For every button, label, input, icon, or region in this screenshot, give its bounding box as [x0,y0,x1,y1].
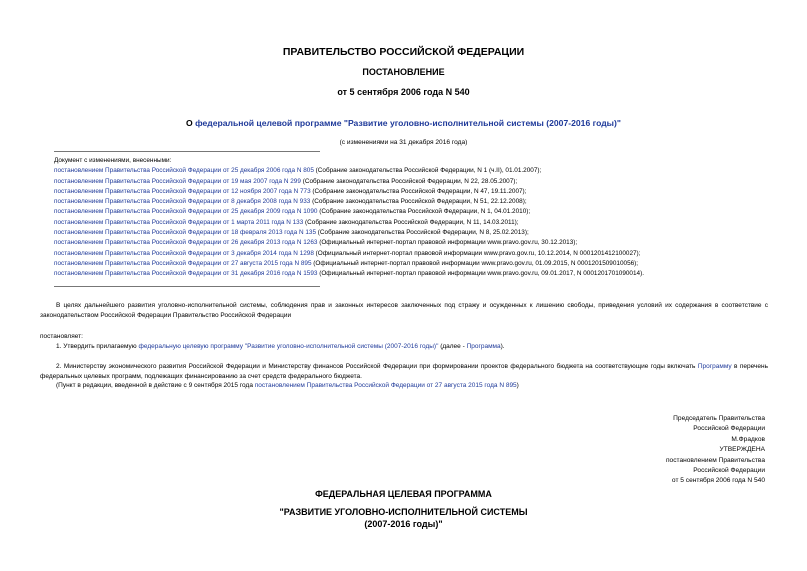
signature-block [666,414,765,487]
item-1-text-end: ). [500,343,505,350]
item-2-text: 2. Министерству экономического развития Российской Федерации и Министерству финансов Российской Федерации при формировании проектов федерального бюджета на соответствующие годы включать [56,363,698,370]
approved-date: от 5 сентября 2006 года N 540 [671,477,765,485]
change-link[interactable]: постановлением Правительства Российской Федерации от 25 декабря 2009 года N 1090 [54,208,318,216]
preamble-paragraph: В целях дальнейшего развития уголовно-исполнительной системы, соблюдения прав и законных интересов заключенных под стражу и осужденных к лишению свободы, приведения условий их содержания в соответствие с законодательством Российской Федерации Правительство Российской Федерации [40,302,768,319]
change-item [54,259,754,269]
program-name-line-1: "РАЗВИТИЕ УГОЛОВНО-ИСПОЛНИТЕЛЬНОЙ СИСТЕМЫ [279,507,528,517]
program-heading: ФЕДЕРАЛЬНАЯ ЦЕЛЕВАЯ ПРОГРАММА [315,489,492,499]
change-source: (Официальный интернет-портал правовой информации www.pravo.gov.ru, 09.01.2017, N 0001201701090014). [317,270,645,278]
note-text: (Пункт в редакции, введенной в действие с 9 сентября 2015 года [56,382,255,389]
program-link-2[interactable]: Программу [697,363,732,370]
item-1-text: 1. Утвердить прилагаемую [56,343,139,350]
bottom-divider [54,286,320,287]
program-short-link[interactable]: Программа [466,343,501,350]
resolves-label: постановляет: [40,333,83,340]
signer-name: М.Фрадков [731,435,765,443]
amendment-note: (с изменениями на 31 декабря 2016 года) [339,139,468,146]
change-link[interactable]: постановлением Правительства Российской Федерации от 18 февраля 2013 года N 135 [54,229,317,237]
change-item [54,197,754,207]
note-link[interactable]: постановлением Правительства Российской Федерации от 27 августа 2015 года N 895 [254,382,517,389]
change-item [54,228,754,238]
change-source: (Официальный интернет-портал правовой информации www.pravo.gov.ru, 10.12.2014, N 0001201412100027); [313,249,641,257]
item-1 [56,343,505,350]
program-name-line-2: (2007-2016 годы)" [364,519,443,529]
subject-link[interactable]: федеральной целевой программе "Развитие уголовно-исполнительной системы (2007-2016 годы)" [195,118,621,128]
change-source: (Собрание законодательства Российской Федерации, N 51, 22.12.2008); [310,198,527,206]
item-2-note [56,382,519,389]
change-item [54,207,754,217]
item-2 [40,362,768,382]
document-type: ПОСТАНОВЛЕНИЕ [362,67,445,77]
change-link[interactable]: постановлением Правительства Российской Федерации от 3 декабря 2014 года N 1298 [54,249,314,257]
change-link[interactable]: постановлением Правительства Российской Федерации от 31 декабря 2016 года N 1593 [54,270,318,278]
change-link[interactable]: постановлением Правительства Российской Федерации от 1 марта 2011 года N 133 [54,218,304,226]
change-source: (Собрание законодательства Российской Федерации, N 47, 19.11.2007); [310,187,527,195]
change-source: (Собрание законодательства Российской Федерации, N 8, 25.02.2013); [316,229,529,237]
signer-country: Российской Федерации [693,425,765,433]
change-link[interactable]: постановлением Правительства Российской Федерации от 25 декабря 2006 года N 805 [54,167,314,175]
change-source: (Собрание законодательства Российской Федерации, N 1 (ч.II), 01.01.2007); [313,167,542,175]
change-item [54,177,754,187]
change-list-intro: Документ с изменениями, внесенными: [54,157,172,164]
change-list [54,156,754,280]
change-item [54,187,754,197]
top-divider [54,151,320,152]
change-item [54,166,754,176]
signer-title: Председатель Правительства [673,415,765,422]
note-text-end: ) [516,382,519,389]
change-item [54,218,754,228]
change-link[interactable]: постановлением Правительства Российской Федерации от 12 ноября 2007 года N 773 [54,187,311,195]
item-1-text-mid: (далее - [438,343,467,350]
item-2-text-end: в перечень федеральных целевых программ, подлежащих финансированию за счет средств федерального бюджета. [40,363,768,380]
change-item [54,249,754,259]
change-link[interactable]: постановлением Правительства Российской Федерации от 19 мая 2007 года N 299 [54,177,301,185]
change-source: (Собрание законодательства Российской Федерации, N 22, 28.05.2007); [300,177,518,185]
change-link[interactable]: постановлением Правительства Российской Федерации от 26 декабря 2013 года N 1263 [54,239,318,247]
change-link[interactable]: постановлением Правительства Российской Федерации от 27 августа 2015 года N 895 [54,259,312,267]
change-item [54,238,754,248]
approved-label: УТВЕРЖДЕНА [719,446,765,454]
approved-by-country: Российской Федерации [693,467,765,475]
document-date-number: от 5 сентября 2006 года N 540 [337,87,470,97]
change-source: (Официальный интернет-портал правовой информации www.pravo.gov.ru, 01.09.2015, N 0001201509010056); [311,259,639,267]
approved-by: постановлением Правительства [665,456,765,464]
change-source: (Собрание законодательства Российской Федерации, N 11, 14.03.2011); [303,218,519,226]
change-link[interactable]: постановлением Правительства Российской Федерации от 8 декабря 2008 года N 933 [54,198,311,206]
change-source: (Собрание законодательства Российской Федерации, N 1, 04.01.2010); [317,208,531,216]
program-link[interactable]: федеральную целевую программу "Развитие уголовно-исполнительной системы (2007-2016 годы)" [138,343,439,350]
document-subject [0,118,807,128]
government-heading: ПРАВИТЕЛЬСТВО РОССИЙСКОЙ ФЕДЕРАЦИИ [282,46,525,58]
change-item [54,269,754,279]
subject-prefix: О [186,118,196,128]
change-source: (Официальный интернет-портал правовой информации www.pravo.gov.ru, 30.12.2013); [317,239,578,247]
